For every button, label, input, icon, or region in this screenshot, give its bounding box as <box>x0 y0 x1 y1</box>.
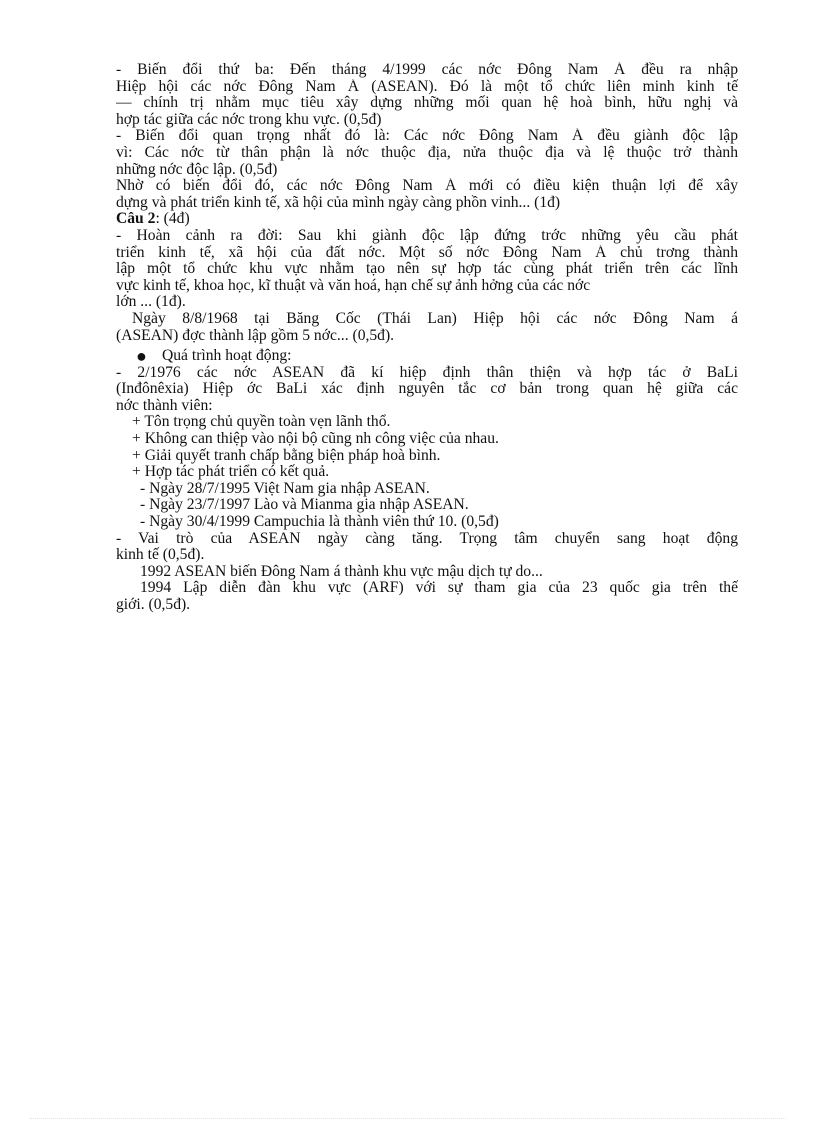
paragraph-afta: 1992 ASEAN biến Đông Nam á thành khu vực mậu dịch tự do... <box>140 563 543 580</box>
document-page <box>116 62 738 614</box>
paragraph-conclusion <box>116 178 738 211</box>
paragraph-bali-treaty <box>116 365 738 415</box>
text-line: hợp tác giữa các nớc trong khu vực. (0,5đ) <box>116 111 382 128</box>
text-line: Hiệp hội các nớc Đông Nam Á (ASEAN). Đó là một tổ chức liên minh kinh tế <box>116 78 738 95</box>
text-line: (ASEAN) đợc thành lập gồm 5 nớc... (0,5đ). <box>116 327 395 344</box>
list-item: + Hợp tác phát triển có kết quả. <box>132 464 330 481</box>
paragraph-context <box>116 228 738 311</box>
list-item: - Ngày 28/7/1995 Việt Nam gia nhập ASEAN. <box>140 480 430 497</box>
list-item: + Không can thiệp vào nội bộ cũng nh công việc của nhau. <box>132 431 499 448</box>
text-line: kinh tế (0,5đ). <box>116 547 205 564</box>
text-line: (Inđônêxia) Hiệp ớc BaLi xác định nguyên tắc cơ bản trong quan hệ giữa các <box>116 381 738 398</box>
paragraph-role <box>116 531 738 564</box>
text-line: nớc thành viên: <box>116 397 213 414</box>
bullet-text: Quá trình hoạt động: <box>162 348 292 365</box>
text-line: lập một tổ chức khu vực nhằm tạo nên sự hợp tác cùng phát triển trên các lĩnh <box>116 261 738 278</box>
paragraph-third-change <box>116 62 738 128</box>
text-line: triển kinh tế, xã hội của đất nớc. Một số nớc Đông Nam Á chủ trơng thành <box>116 244 738 261</box>
principles-list <box>116 414 738 480</box>
bullet-icon: ● <box>136 346 147 367</box>
text-line: giới. (0,5đ). <box>116 597 191 613</box>
text-line: Ngày 8/8/1968 tại Băng Cốc (Thái Lan) Hiệp hội các nớc Đông Nam á <box>132 310 738 327</box>
bullet-item <box>116 348 738 365</box>
paragraph-founding <box>116 311 738 344</box>
milestones-list <box>116 481 738 531</box>
text-line: lớn ... (1đ). <box>116 294 186 311</box>
text-line: vì: Các nớc từ thân phận là nớc thuộc địa, nửa thuộc địa và lệ thuộc trở thành <box>116 144 738 161</box>
text-line: Nhờ có biến đổi đó, các nớc Đông Nam Á mới có điều kiện thuận lợi để xây <box>116 178 738 195</box>
question-label: Câu 2 <box>116 211 156 228</box>
list-item: + Giải quyết tranh chấp bằng biện pháp hoà bình. <box>132 447 441 464</box>
text-line: — chính trị nhằm mục tiêu xây dựng những mối quan hệ hoà bình, hữu nghị và <box>116 95 738 112</box>
question-points: : (4đ) <box>155 211 190 228</box>
text-line: dựng và phát triển kinh tế, xã hội của mình ngày càng phồn vinh... (1đ) <box>116 194 561 211</box>
list-item: + Tôn trọng chủ quyền toàn vẹn lãnh thổ. <box>132 414 391 431</box>
question-heading <box>116 211 738 228</box>
text-line: những nớc độc lập. (0,5đ) <box>116 161 278 178</box>
list-item: - Ngày 23/7/1997 Lào và Mianma gia nhập ASEAN. <box>140 497 469 514</box>
text-line: - Biến đổi quan trọng nhất đó là: Các nớc Đông Nam Á đều giành độc lập <box>116 128 738 145</box>
page-bottom-divider <box>30 1118 786 1119</box>
text-line: - 2/1976 các nớc ASEAN đã kí hiệp định thân thiện và hợp tác ở BaLi <box>116 364 738 381</box>
paragraph-most-important-change <box>116 128 738 178</box>
paragraph-arf <box>116 580 738 613</box>
text-line: - Hoàn cảnh ra đời: Sau khi giành độc lập đứng trớc những yêu cầu phát <box>116 227 738 244</box>
text-line: 1994 Lập diễn đàn khu vực (ARF) với sự tham gia của 23 quốc gia trên thế <box>140 580 738 597</box>
text-line: - Vai trò của ASEAN ngày càng tăng. Trọng tâm chuyển sang hoạt động <box>116 530 738 547</box>
text-line: vực kinh tế, khoa học, kĩ thuật và văn hoá, hạn chế sự ảnh hởng của các nớc <box>116 277 591 294</box>
list-item: - Ngày 30/4/1999 Campuchia là thành viên thứ 10. (0,5đ) <box>140 514 499 531</box>
text-line: - Biến đổi thứ ba: Đến tháng 4/1999 các nớc Đông Nam Á đều ra nhập <box>116 62 738 78</box>
